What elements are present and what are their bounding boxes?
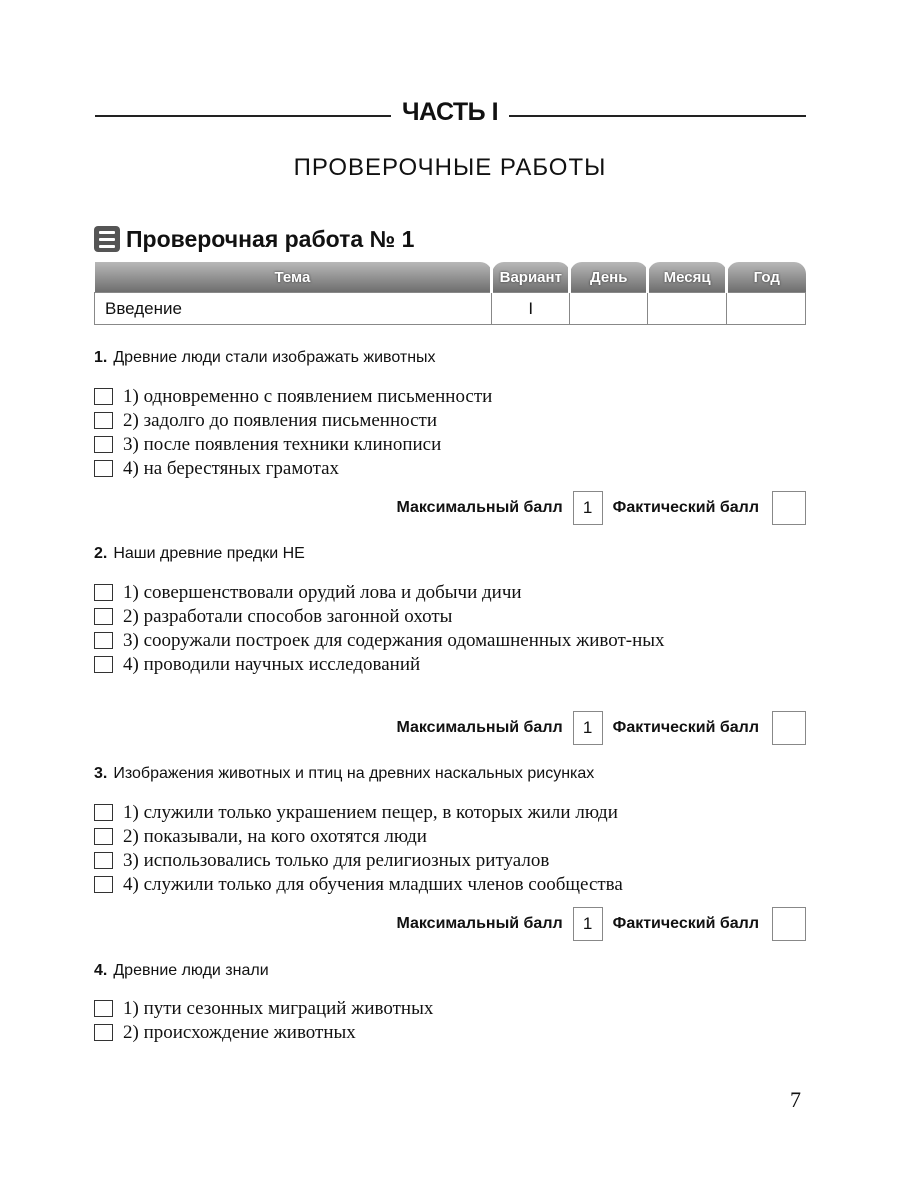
option-checkbox[interactable]: [94, 584, 113, 601]
option: [94, 457, 806, 481]
actual-score-box[interactable]: [772, 711, 806, 745]
option: [94, 433, 806, 457]
question-1-options: [94, 385, 806, 481]
option-checkbox[interactable]: [94, 608, 113, 625]
option: [94, 849, 806, 873]
question-2-options: [94, 581, 806, 677]
header-rule-right: [509, 115, 806, 117]
actual-score-label: Фактический балл: [612, 915, 759, 932]
option-text: 3) использовались только для религиозных ритуалов: [123, 850, 550, 871]
option-checkbox[interactable]: [94, 388, 113, 405]
header-rule-left: [95, 115, 391, 117]
option-checkbox[interactable]: [94, 1024, 113, 1041]
option: [94, 873, 806, 897]
option-text: 2) разработали способов загонной охоты: [123, 606, 453, 627]
option-text: 3) после появления техники клинописи: [123, 434, 442, 455]
max-score-label: Максимальный балл: [396, 499, 563, 516]
section-subtitle: ПРОВЕРОЧНЫЕ РАБОТЫ: [293, 154, 607, 181]
option: [94, 409, 806, 433]
option-text: 4) на берестяных грамотах: [123, 458, 340, 479]
option-checkbox[interactable]: [94, 460, 113, 477]
question-text: Наши древние предки НЕ: [113, 545, 305, 562]
question-number: 2.: [94, 545, 108, 562]
question-4-options: [94, 997, 806, 1045]
list-icon: [94, 226, 120, 252]
cell-topic: Введение: [95, 293, 492, 325]
option-text: 1) совершенствовали орудий лова и добычи дичи: [123, 582, 522, 603]
page-number: 7: [790, 1087, 801, 1112]
option: [94, 629, 806, 653]
option-checkbox[interactable]: [94, 436, 113, 453]
option: [94, 605, 806, 629]
option-text: 1) одновременно с появлением письменности: [123, 386, 493, 407]
question-3-score: [396, 907, 806, 941]
actual-score-box[interactable]: [772, 491, 806, 525]
question-number: 1.: [94, 349, 108, 366]
max-score-label: Максимальный балл: [396, 719, 563, 736]
question-1-score: [396, 491, 806, 525]
option-checkbox[interactable]: [94, 876, 113, 893]
actual-score-label: Фактический балл: [612, 499, 759, 516]
option: [94, 997, 806, 1021]
work-heading: [94, 219, 414, 259]
option: [94, 385, 806, 409]
option-checkbox[interactable]: [94, 1000, 113, 1017]
option-checkbox[interactable]: [94, 412, 113, 429]
question-3-options: [94, 801, 806, 897]
question-4-title: [94, 962, 269, 980]
header-variant: Вариант: [492, 262, 570, 293]
part-title: ЧАСТЬ I: [401, 98, 499, 126]
header-year: Год: [727, 262, 806, 293]
question-2-score: [396, 711, 806, 745]
option-checkbox[interactable]: [94, 852, 113, 869]
option: [94, 581, 806, 605]
max-score-box: 1: [573, 907, 603, 941]
header-month: Месяц: [648, 262, 727, 293]
question-number: 3.: [94, 765, 108, 782]
question-number: 4.: [94, 962, 108, 979]
question-3-title: [94, 765, 594, 783]
question-text: Изображения животных и птиц на древних наскальных рисунках: [113, 765, 595, 782]
max-score-box: 1: [573, 491, 603, 525]
option: [94, 801, 806, 825]
option-checkbox[interactable]: [94, 804, 113, 821]
work-title: Проверочная работа № 1: [126, 225, 415, 252]
question-2-title: [94, 545, 305, 563]
cell-variant: I: [492, 293, 570, 325]
actual-score-box[interactable]: [772, 907, 806, 941]
option-text: 4) служили только для обучения младших членов сообщества: [123, 874, 623, 895]
option-text: 2) показывали, на кого охотятся люди: [123, 826, 427, 847]
option: [94, 653, 806, 677]
option: [94, 825, 806, 849]
option-text: 1) пути сезонных миграций животных: [123, 998, 434, 1019]
option-text: 2) происхождение животных: [123, 1022, 356, 1043]
work-info-table: [94, 262, 806, 325]
table-row: [95, 293, 806, 325]
cell-month[interactable]: [648, 293, 727, 325]
option-text: 3) сооружали построек для содержания одомашненных живот-ных: [123, 630, 665, 651]
actual-score-label: Фактический балл: [612, 719, 759, 736]
max-score-label: Максимальный балл: [396, 915, 563, 932]
option-text: 4) проводили научных исследований: [123, 654, 421, 675]
cell-year[interactable]: [727, 293, 806, 325]
max-score-box: 1: [573, 711, 603, 745]
option-checkbox[interactable]: [94, 656, 113, 673]
header-topic: Тема: [95, 262, 492, 293]
header-day: День: [570, 262, 648, 293]
option: [94, 1021, 806, 1045]
option-checkbox[interactable]: [94, 828, 113, 845]
option-text: 1) служили только украшением пещер, в которых жили люди: [123, 802, 618, 823]
option-checkbox[interactable]: [94, 632, 113, 649]
question-text: Древние люди знали: [113, 962, 269, 979]
question-text: Древние люди стали изображать животных: [113, 349, 436, 366]
part-header: [95, 96, 806, 136]
cell-day[interactable]: [570, 293, 648, 325]
option-text: 2) задолго до появления письменности: [123, 410, 438, 431]
question-1-title: [94, 349, 436, 367]
